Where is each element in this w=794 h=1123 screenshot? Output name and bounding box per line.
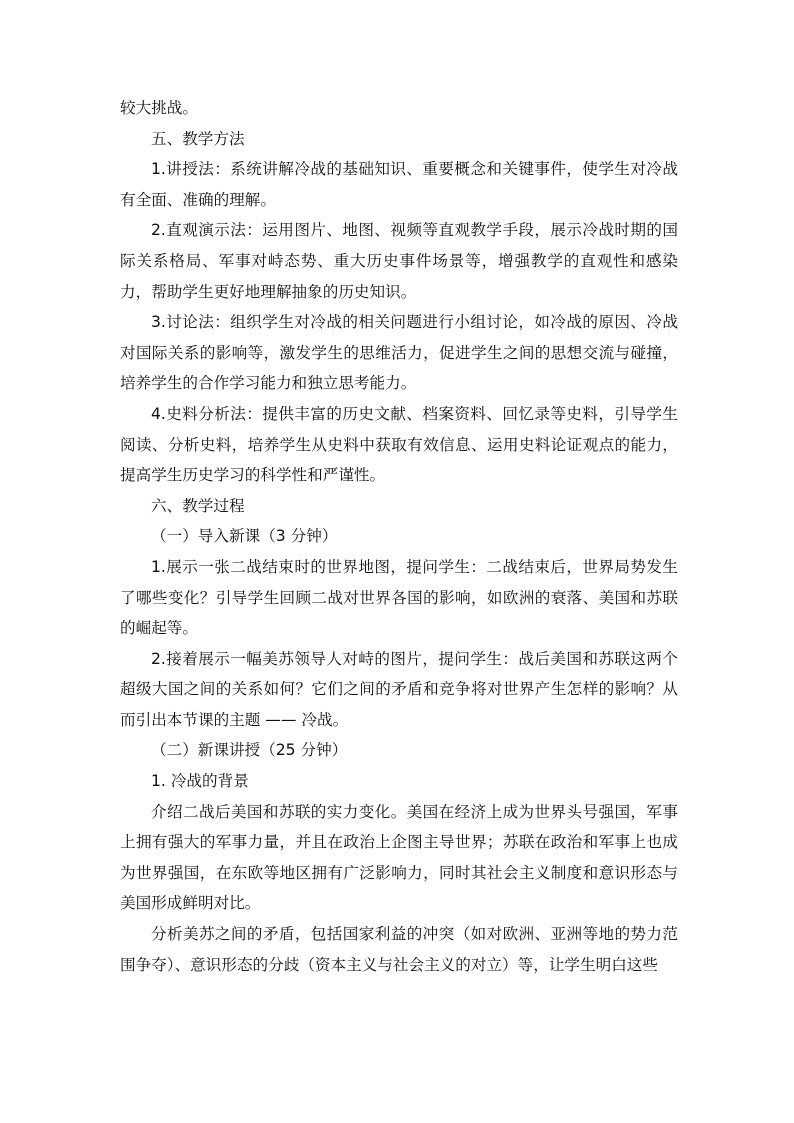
paragraph-intro-step-2: 2.接着展示一幅美苏领导人对峙的图片，提问学生：战后美国和苏联这两个超级大国之间的关系如何？它们之间的矛盾和竞争将对世界产生怎样的影响？从而引出本节课的主题 —— 冷战。 xyxy=(120,649,678,729)
paragraph-continuation: 较大挑战。 xyxy=(120,99,198,117)
section-heading-teaching-process: 六、教学过程 xyxy=(151,496,245,515)
topic-heading-cold-war-background: 1. 冷战的背景 xyxy=(151,772,249,791)
paragraph-intro-step-1: 1.展示一张二战结束时的世界地图，提问学生：二战结束后，世界局势发生了哪些变化？引导学生回顾二战对世界各国的影响，如欧洲的衰落、美国和苏联的崛起等。 xyxy=(120,557,678,638)
paragraph-discussion-method: 3.讨论法：组织学生对冷战的相关问题进行小组讨论，如冷战的原因、冷战对国际关系的影响等，激发学生的思维活力，促进学生之间的思想交流与碰撞，培养学生的合作学习能力和独立思考能力。 xyxy=(120,313,678,393)
subsection-heading-introduction: （一）导入新课（3 分钟） xyxy=(151,527,338,546)
paragraph-demonstration-method: 2.直观演示法：运用图片、地图、视频等直观教学手段，展示冷战时期的国际关系格局、军事对峙态势、重大历史事件场景等，增强教学的直观性和感染力，帮助学生更好地理解抽象的历史知识。 xyxy=(120,221,678,301)
paragraph-background-power-change: 介绍二战后美国和苏联的实力变化。美国在经济上成为世界头号强国，军事上拥有强大的军事力量，并且在政治上企图主导世界；苏联在政治和军事上也成为世界强国，在东欧等地区拥有广泛影响力，同时其社会主义制度和意识形态与美国形成鲜明对比。 xyxy=(120,802,678,913)
paragraph-lecture-method: 1.讲授法：系统讲解冷战的基础知识、重要概念和关键事件，使学生对冷战有全面、准确的理解。 xyxy=(120,160,678,209)
paragraph-source-analysis-method: 4.史料分析法：提供丰富的历史文献、档案资料、回忆录等史料，引导学生阅读、分析史料，培养学生从史料中获取有效信息、运用史料论证观点的能力，提高学生历史学习的科学性和严谨性。 xyxy=(120,404,678,485)
section-heading-teaching-methods: 五、教学方法 xyxy=(151,129,245,148)
paragraph-background-conflicts: 分析美苏之间的矛盾，包括国家利益的冲突（如对欧洲、亚洲等地的势力范围争夺）、意识形态的分歧（资本主义与社会主义的对立）等，让学生明白这些 xyxy=(120,925,678,974)
subsection-heading-new-lesson: （二）新课讲授（25 分钟） xyxy=(151,741,348,760)
document-body xyxy=(120,93,678,980)
